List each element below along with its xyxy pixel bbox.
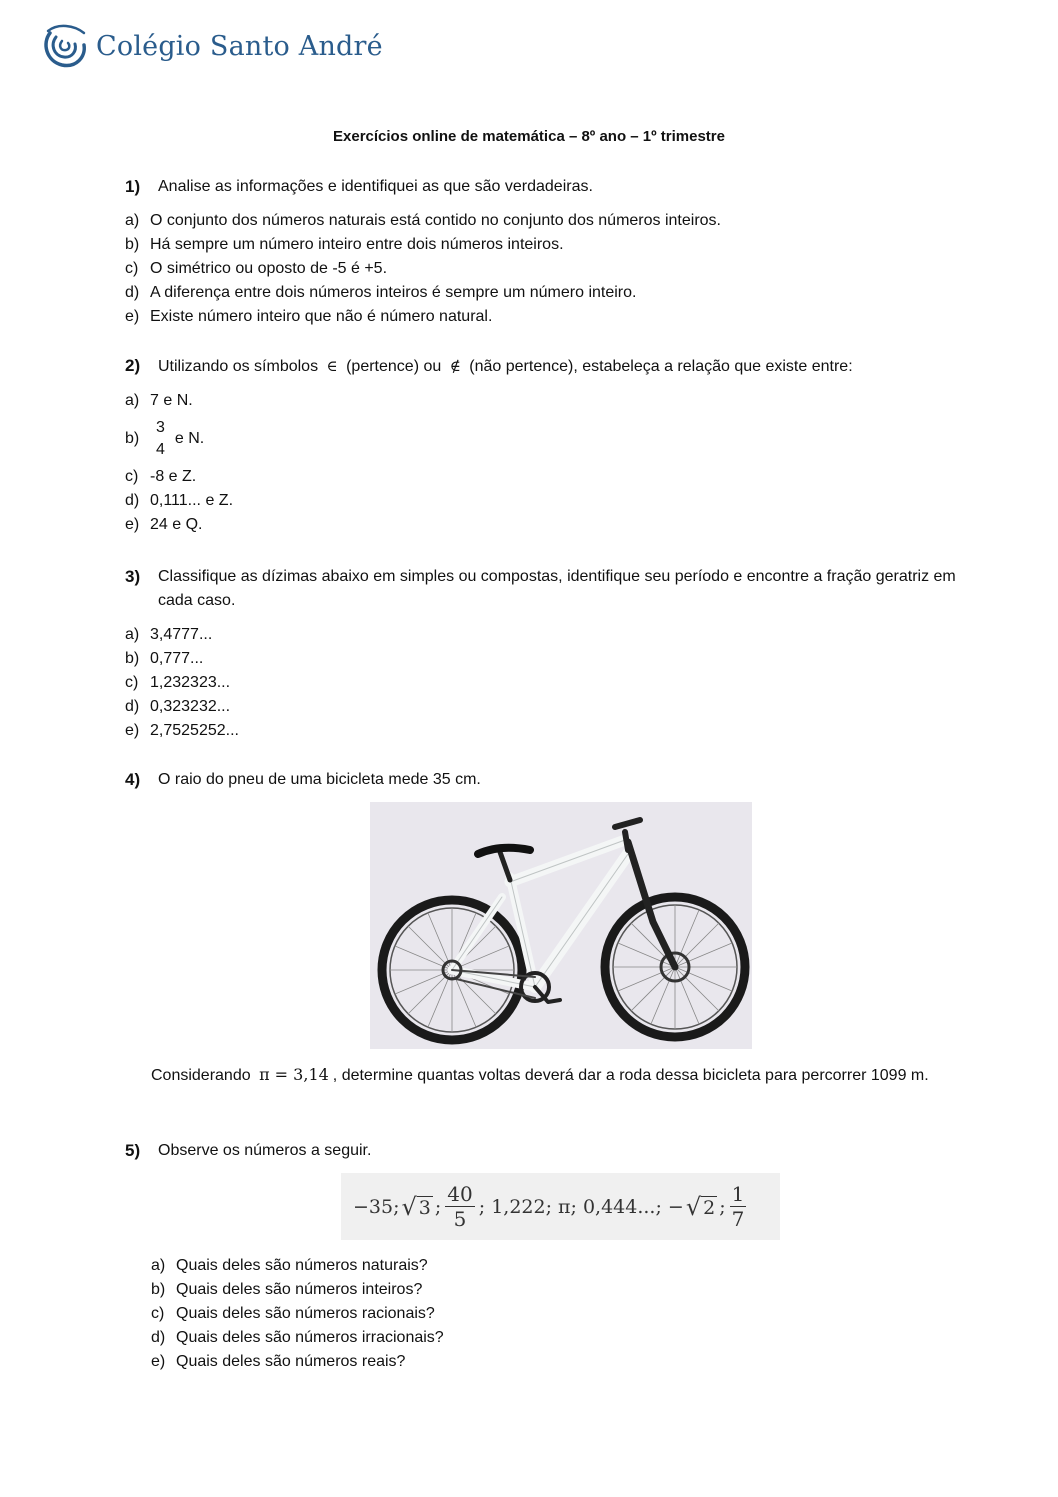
list-item (125, 513, 965, 537)
option-text: Existe número inteiro que não é número natural. (150, 308, 493, 325)
option-text: -8 e Z. (150, 468, 197, 485)
option-letter: d) (125, 284, 140, 301)
question-text-part: Utilizando os símbolos (158, 358, 319, 375)
option-letter: b) (125, 650, 140, 667)
option-text: Quais deles são números irracionais? (176, 1329, 444, 1346)
question-text: Observe os números a seguir. (158, 1142, 372, 1159)
fraction-denominator: 4 (156, 441, 165, 458)
list-item (125, 281, 965, 305)
option-letter: a) (125, 392, 140, 409)
option-text: Quais deles são números inteiros? (176, 1281, 423, 1298)
list-item (125, 209, 965, 233)
option-text: A diferença entre dois números inteiros é sempre um número inteiro. (150, 284, 637, 301)
number-values: ; 1,222; π; 0,444...; − (478, 1195, 684, 1218)
list-item (125, 647, 965, 671)
question-4-statement (151, 1061, 959, 1090)
option-text: O conjunto dos números naturais está contido no conjunto dos números inteiros. (150, 212, 721, 229)
option-list (125, 623, 965, 743)
not-element-of-symbol: ∉ (449, 357, 461, 375)
statement-text: , determine quantas voltas deverá dar a roda dessa bicicleta para percorrer 1099 m. (332, 1067, 929, 1084)
school-logo (40, 18, 383, 74)
radicand: 2 (703, 1196, 716, 1219)
option-text: 0,777... (150, 650, 204, 667)
option-list (125, 209, 965, 329)
list-item (151, 1302, 444, 1326)
fraction-numerator: 1 (731, 1182, 745, 1206)
list-item (125, 389, 965, 413)
option-list (125, 389, 965, 537)
option-text: 7 e N. (150, 392, 193, 409)
bicycle-image (370, 802, 752, 1049)
list-item (151, 1326, 444, 1350)
option-letter: d) (125, 492, 140, 509)
option-letter: e) (125, 722, 140, 739)
list-item (125, 305, 965, 329)
question-number: 2) (125, 356, 141, 375)
option-text: 1,232323... (150, 674, 231, 691)
option-letter: d) (151, 1329, 166, 1346)
question-text-part: (pertence) ou (346, 358, 442, 375)
option-letter: b) (125, 430, 140, 447)
question-2 (125, 354, 965, 537)
option-text: 3,4777... (150, 626, 213, 643)
list-item (125, 257, 965, 281)
option-letter: d) (125, 698, 140, 715)
fraction-numerator: 3 (156, 419, 165, 436)
statement-text: Considerando (151, 1067, 251, 1084)
separator: ; (719, 1195, 726, 1218)
number-value: −35; (353, 1195, 400, 1218)
radical-icon: √ (401, 1192, 417, 1221)
option-text: 24 e Q. (150, 516, 203, 533)
radical-icon: √ (685, 1192, 702, 1221)
option-text: e N. (174, 430, 205, 447)
list-item (125, 233, 965, 257)
option-letter: b) (125, 236, 140, 253)
list-item (151, 1350, 444, 1374)
option-letter: a) (125, 626, 140, 643)
question-text (158, 354, 965, 379)
list-item (125, 695, 965, 719)
option-list (151, 1254, 444, 1374)
list-item (125, 413, 965, 465)
fraction-denominator: 5 (453, 1207, 467, 1231)
list-item (125, 719, 965, 743)
option-text: Quais deles são números reais? (176, 1353, 406, 1370)
list-item (151, 1278, 444, 1302)
option-text: 0,323232... (150, 698, 231, 715)
fraction (154, 417, 167, 461)
option-letter: a) (125, 212, 140, 229)
option-letter: b) (151, 1281, 166, 1298)
fraction-numerator: 40 (447, 1182, 473, 1206)
question-number: 1) (125, 177, 141, 196)
numbers-image (341, 1173, 780, 1240)
question-5 (125, 1139, 965, 1163)
list-item (125, 623, 965, 647)
list-item (125, 671, 965, 695)
pi-expression: π = 3,14 (259, 1065, 329, 1084)
fraction (730, 1182, 747, 1231)
bicycle-icon (370, 802, 752, 1049)
separator: ; (434, 1195, 442, 1218)
radicand: 3 (418, 1196, 431, 1219)
question-number: 3) (125, 567, 141, 586)
option-text: 0,111... e Z. (150, 492, 234, 509)
document-title: Exercícios online de matemática – 8º ano – 1º trimestre (333, 128, 725, 145)
option-letter: c) (125, 468, 139, 485)
list-item (125, 489, 965, 513)
option-letter: c) (125, 260, 139, 277)
square-root (401, 1192, 433, 1221)
question-4 (125, 768, 965, 792)
question-number: 4) (125, 770, 141, 789)
question-text: O raio do pneu de uma bicicleta mede 35 cm. (158, 771, 481, 788)
option-letter: c) (151, 1305, 165, 1322)
option-text: Quais deles são números naturais? (176, 1257, 428, 1274)
question-text: Classifique as dízimas abaixo em simples ou compostas, identifique seu período e encontre a fração geratriz em cada caso. (158, 568, 956, 609)
option-letter: e) (125, 516, 140, 533)
option-letter: e) (125, 308, 140, 325)
option-letter: c) (125, 674, 139, 691)
list-item (125, 465, 965, 489)
question-3 (125, 565, 965, 743)
logo-swirl-icon (40, 21, 90, 71)
square-root (685, 1192, 717, 1221)
element-of-symbol: ∈ (326, 357, 338, 375)
fraction-denominator: 7 (731, 1207, 745, 1231)
question-text: Analise as informações e identifiquei as que são verdadeiras. (158, 178, 593, 195)
option-text: 2,7525252... (150, 722, 239, 739)
list-item (151, 1254, 444, 1278)
option-letter: a) (151, 1257, 166, 1274)
option-text: Quais deles são números racionais? (176, 1305, 435, 1322)
fraction (445, 1182, 474, 1231)
school-name: Colégio Santo André (96, 30, 383, 62)
question-text-part: (não pertence), estabeleça a relação que existe entre: (469, 358, 853, 375)
question-number: 5) (125, 1141, 141, 1160)
option-letter: e) (151, 1353, 166, 1370)
question-1 (125, 175, 965, 329)
option-text: Há sempre um número inteiro entre dois números inteiros. (150, 236, 564, 253)
option-text: O simétrico ou oposto de -5 é +5. (150, 260, 388, 277)
